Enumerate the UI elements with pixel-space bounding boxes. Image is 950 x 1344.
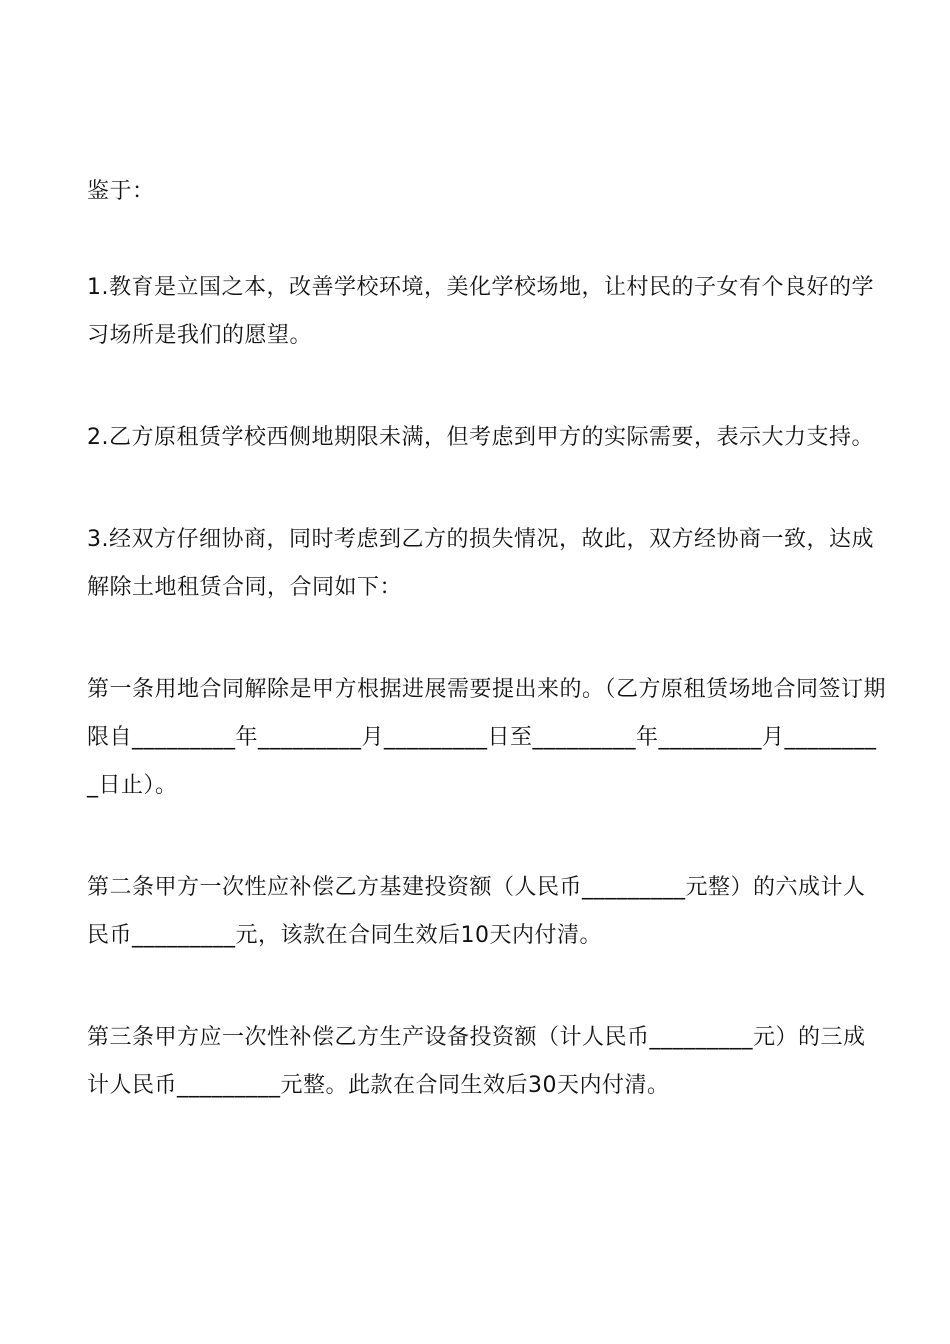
clause-paragraph-1: 1.教育是立国之本，改善学校环境，美化学校场地，让村民的子女有个良好的学习场所是我们的愿望。	[87, 275, 874, 348]
intro-text: 鉴于：	[87, 179, 155, 204]
article-2-paragraph: 第二条甲方一次性应补偿乙方基建投资额（人民币_________元整）的六成计人民币_________元，该款在合同生效后10天内付清。	[87, 875, 866, 948]
clause-paragraph-3: 3.经双方仔细协商，同时考虑到乙方的损失情况，故此，双方经协商一致，达成解除土地租赁合同，合同如下：	[87, 527, 874, 600]
document-body	[87, 168, 887, 1164]
clause-paragraph-2: 2.乙方原租赁学校西侧地期限未满，但考虑到甲方的实际需要，表示大力支持。	[87, 425, 874, 450]
article-3-paragraph: 第三条甲方应一次性补偿乙方生产设备投资额（计人民币_________元）的三成计人民币_________元整。此款在合同生效后30天内付清。	[87, 1025, 866, 1098]
article-1-paragraph: 第一条用地合同解除是甲方根据进展需要提出来的。（乙方原租赁场地合同签订期限自_________年_________月_________日至_________年_________月_________日止）。	[87, 677, 887, 798]
